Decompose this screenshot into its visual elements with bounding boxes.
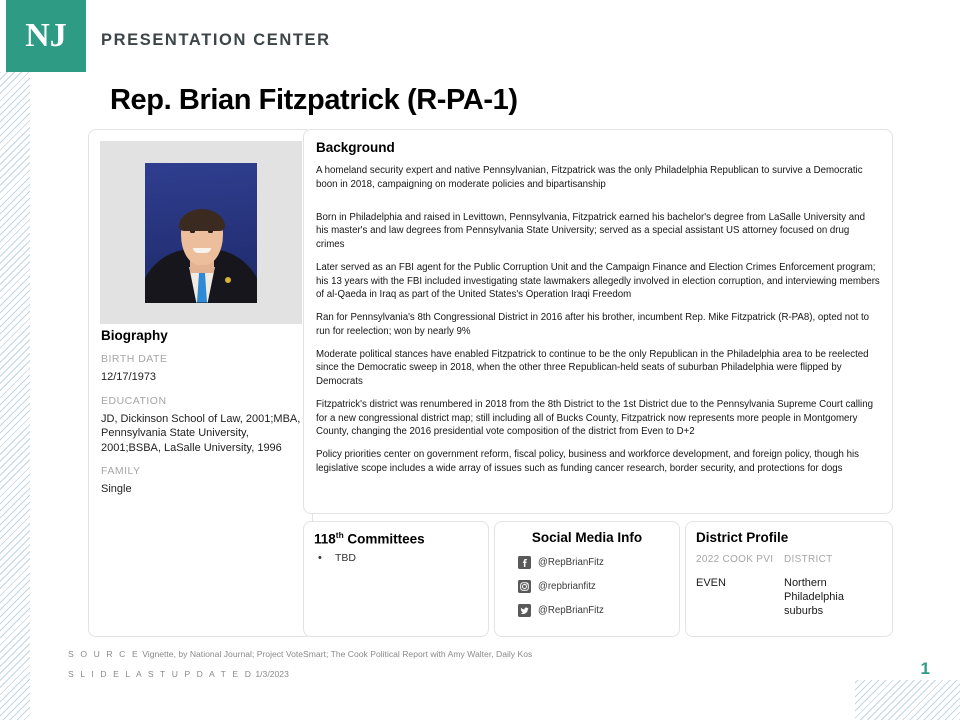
district-label: DISTRICT [784,554,833,565]
background-paragraph: Later served as an FBI agent for the Public Corruption Unit and the Campaign Finance and Election Crimes Enforcement program; his 13 years with the FBI included investigating state lawmakers allegedly involved in election corruption, and interviewing members of al-Qaeda in Iraq as part of the United States's Operation Iraqi Freedom [316,261,880,301]
updated-value: 1/3/2023 [255,668,289,679]
instagram-handle: @repbrianfitz [538,581,596,592]
cook-pvi-label: 2022 COOK PVI [696,554,774,565]
district-profile-card [685,521,893,637]
portrait-photo [145,163,257,303]
twitter-icon [518,604,531,617]
brand-title: PRESENTATION CENTER [101,31,331,49]
updated-label: S L I D E L A S T U P D A T E D [68,668,253,679]
background-paragraph: Ran for Pennsylvania's 8th Congressional District in 2016 after his brother, incumbent Rep. Mike Fitzpatrick (R-PA8), opted not to run for reelection; won by nearly 9% [316,312,870,337]
social-row-facebook[interactable] [505,556,669,569]
instagram-icon [518,580,531,593]
committees-list [314,551,478,567]
nj-logo-text: NJ [25,17,67,54]
district-profile-grid [696,554,882,618]
background-paragraph: Policy priorities center on government reform, fiscal policy, business and workforce development, and foreign policy, though his legislative scope includes a wide array of issues such as funding cancer research, border security, and protections for dogs [316,449,859,475]
birth-date-value: 12/17/1973 [101,371,157,383]
footer [68,650,768,679]
background-paragraph: Moderate political stances have enabled Fitzpatrick to continue to be the only Republican in the Philadelphia area to be reelected since the Democratic sweep in 2018, when the other three Republican-held seats of suburban Philadelphia were flipped by Democrats [316,348,869,388]
background-paragraph: A homeland security expert and native Pennsylvanian, Fitzpatrick was the only Philadelphia Republican to survive a Democratic boon in 2018, campaigning on moderate policies and bipartisanship [316,165,863,190]
district-value: Northern Philadelphia suburbs [784,576,844,618]
committees-card [303,521,489,637]
social-row-instagram[interactable] [505,580,669,593]
district-profile-heading: District Profile [696,530,789,545]
decorative-hatch-left [0,72,30,720]
updated-line [68,670,768,679]
page-number: 1 [920,659,930,678]
committees-congress-number: 118 [314,531,336,547]
source-label: S O U R C E [68,648,140,659]
facebook-handle: @RepBrianFitz [538,557,604,568]
family-label: FAMILY [101,465,141,478]
cook-pvi-value: EVEN [696,576,726,589]
background-paragraph: Born in Philadelphia and raised in Levittown, Pennsylvania, Fitzpatrick earned his bachelor's degree from LaSalle University and his master's and law degrees from Pennsylvania State University; served as a special assistant US attorney focused on drug crimes [316,211,865,251]
social-media-card [494,521,680,637]
biography-body [101,328,302,497]
twitter-handle: @RepBrianFitz [538,605,604,616]
education-value: JD, Dickinson School of Law, 2001;MBA, Pennsylvania State University, 2001;BSBA, LaSalle University, 1996 [101,412,301,454]
social-media-heading: Social Media Info [531,530,643,545]
background-card [303,129,893,514]
biography-heading: Biography [101,328,168,343]
source-line [68,650,768,659]
committees-heading [314,530,478,547]
committees-heading-rest: Committees [343,531,425,547]
background-heading: Background [316,140,395,155]
facebook-icon [518,556,531,569]
nj-logo [6,0,86,72]
birth-date-label: BIRTH DATE [101,353,168,365]
biography-card [88,129,313,637]
social-row-twitter[interactable] [505,604,669,617]
portrait-photo-frame [100,141,302,324]
page-title: Rep. Brian Fitzpatrick (R-PA-1) [110,84,518,116]
decorative-hatch-bottom-right [855,680,960,720]
list-item: • TBD [314,551,478,567]
source-text: Vignette, by National Journal; Project VoteSmart; The Cook Political Report with Amy Walter, Daily Kos [142,648,533,659]
committees-ordinal-suffix: th [335,530,344,540]
background-paragraph: Fitzpatrick's district was renumbered in 2018 from the 8th District to the 1st District due to the Pennsylvania Supreme Court calling for a new congressional district map; still including all of Bucks County, Fitzpatrick now represents more people in Montgomery County, changing the 2016 presidential vote composition of the district from Even to D+2 [316,398,873,438]
education-label: EDUCATION [101,394,167,407]
family-value: Single [101,483,132,496]
